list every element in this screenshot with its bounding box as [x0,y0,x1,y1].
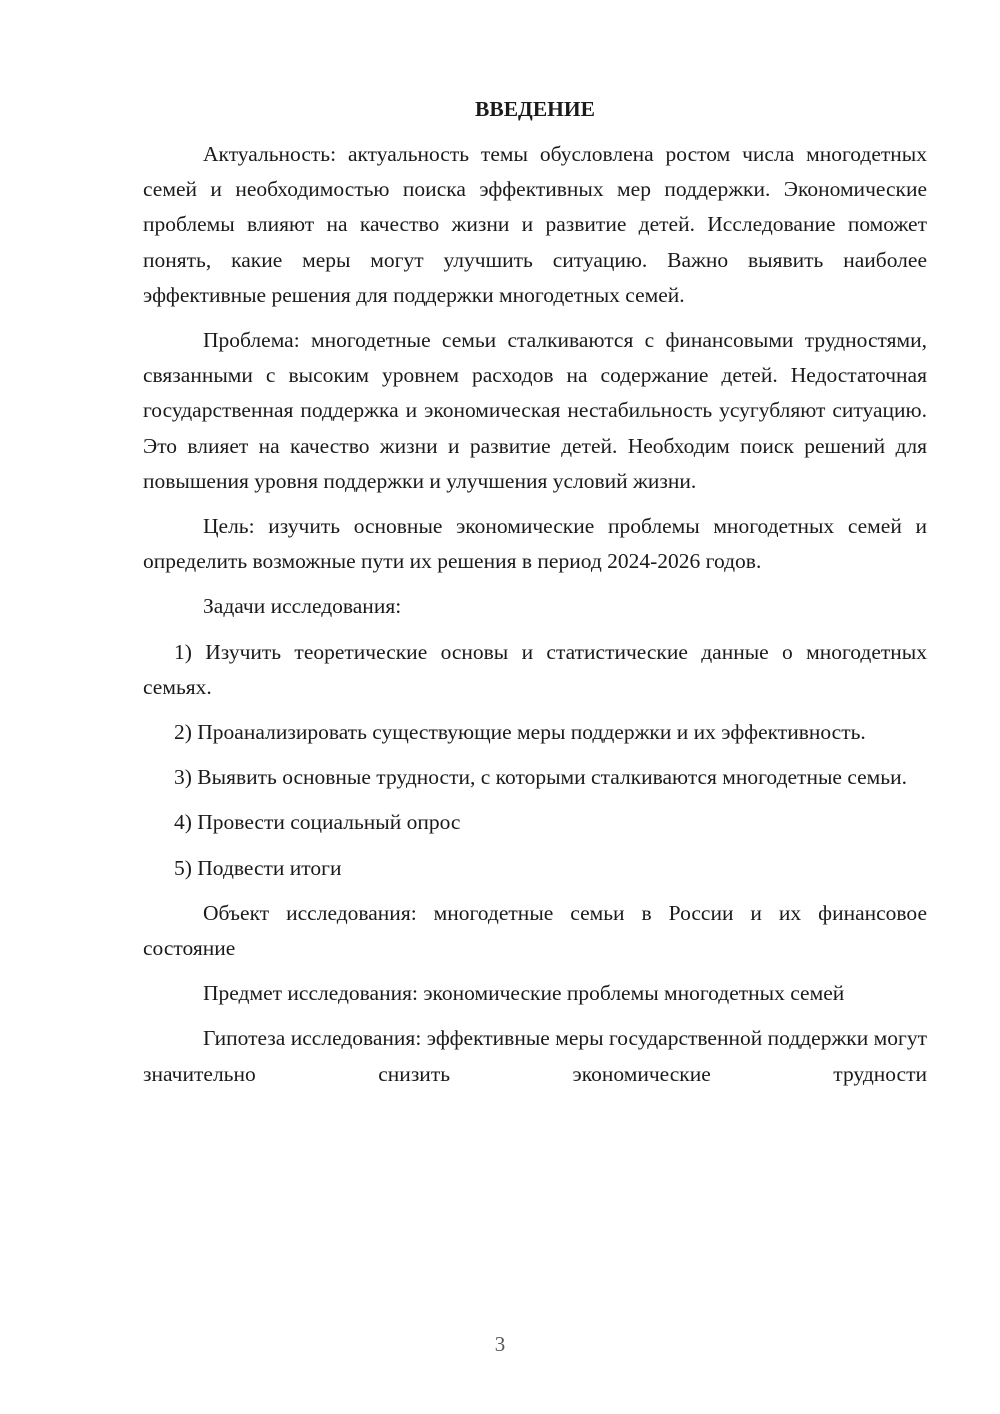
task-item-5: 5) Подвести итоги [174,855,342,880]
task-item-4: 4) Провести социальный опрос [174,810,461,835]
relevance-paragraph: Актуальность: актуальность темы обусловлена ростом числа многодетных семей и необходимостью поиска эффективных мер поддержки. Экономические проблемы влияют на качество жизни и развитие детей. Исследование поможет понять, какие меры могут улучшить ситуацию. Важно выявить наиболее эффективные решения для поддержки многодетных семей. [143,142,927,307]
goal-paragraph: Цель: изучить основные экономические проблемы многодетных семей и определить возможные пути их решения в период 2024-2026 годов. [143,514,927,574]
task-item-1: 1) Изучить теоретические основы и статистические данные о многодетных семьях. [143,639,927,699]
task-item-2: 2) Проанализировать существующие меры поддержки и их эффективность. [174,720,866,745]
object-paragraph: Объект исследования: многодетные семьи в России и их финансовое состояние [143,900,927,961]
task-item-3: 3) Выявить основные трудности, с которыми сталкиваются многодетные семьи. [174,765,907,790]
hypothesis-paragraph: Гипотеза исследования: эффективные меры государственной поддержки могут значительно снизить экономические трудности [143,1026,927,1086]
subject-paragraph: Предмет исследования: экономические проблемы многодетных семей [203,981,845,1006]
page-number: 3 [494,1332,506,1356]
section-title: ВВЕДЕНИЕ [475,97,595,121]
problem-paragraph: Проблема: многодетные семьи сталкиваются с финансовыми трудностями, связанными с высоким уровнем расходов на содержание детей. Недостаточная государственная поддержка и экономическая нестабильность усугубляют ситуацию. Это влияет на качество жизни и развитие детей. Необходим поиск решений для повышения уровня поддержки и улучшения условий жизни. [143,328,927,493]
document-page [143,92,927,1102]
tasks-heading: Задачи исследования: [203,594,402,619]
